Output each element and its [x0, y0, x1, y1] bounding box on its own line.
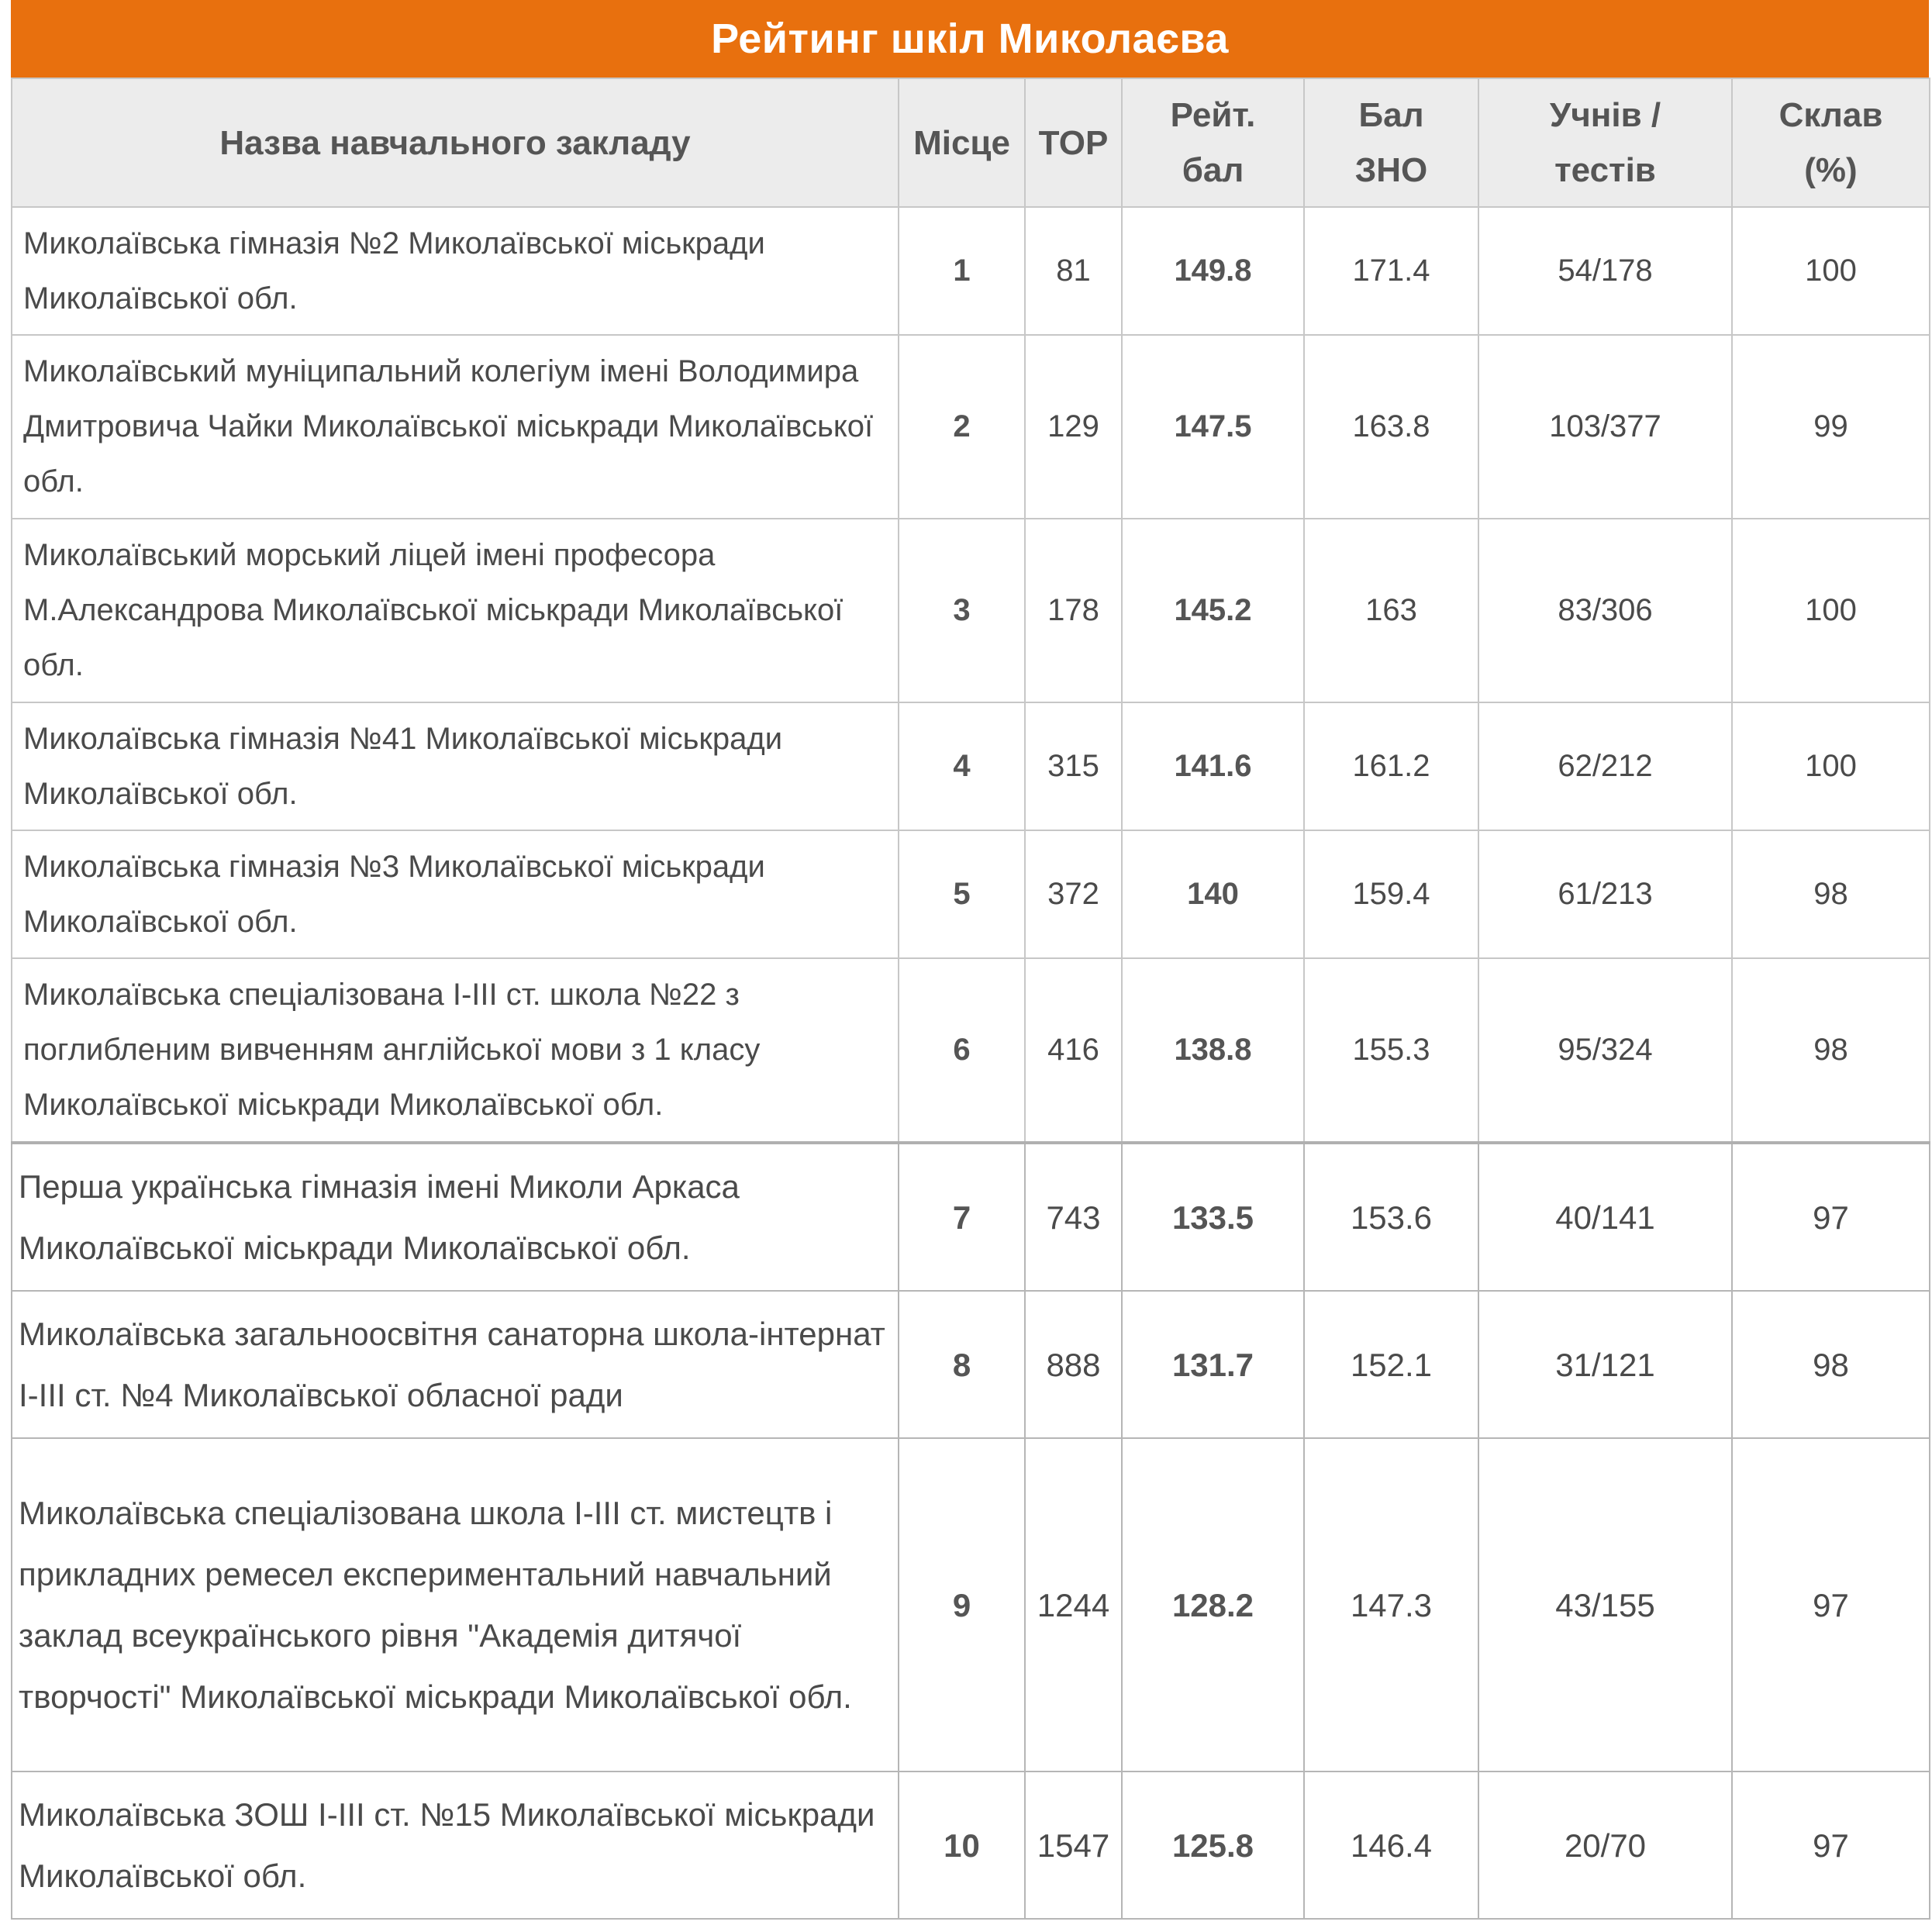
top-cell: 178 — [1025, 519, 1122, 702]
top-cell: 315 — [1025, 702, 1122, 830]
rating-cell: 131.7 — [1122, 1291, 1304, 1438]
top-cell: 129 — [1025, 335, 1122, 519]
place-cell: 3 — [899, 519, 1025, 702]
tests-cell: 83/306 — [1478, 519, 1732, 702]
completed-cell: 100 — [1732, 519, 1930, 702]
top-cell: 81 — [1025, 207, 1122, 335]
header-rating: Рейт. бал — [1122, 78, 1304, 207]
header-place: Місце — [899, 78, 1025, 207]
place-cell: 1 — [899, 207, 1025, 335]
school-name: Миколаївська спеціалізована школа І-ІІІ ст. мистецтв і прикладних ремесел експериментальний навчальний заклад всеукраїнського рівня "Академія дитячої творчості" Миколаївської міськради Миколаївської обл. — [12, 1438, 899, 1771]
top-cell: 1547 — [1025, 1771, 1122, 1919]
rating-cell: 147.5 — [1122, 335, 1304, 519]
tests-cell: 54/178 — [1478, 207, 1732, 335]
completed-cell: 97 — [1732, 1143, 1930, 1291]
school-name: Миколаївська гімназія №2 Миколаївської міськради Миколаївської обл. — [12, 207, 899, 335]
place-cell: 9 — [899, 1438, 1025, 1771]
completed-cell: 100 — [1732, 702, 1930, 830]
table-row — [12, 1438, 1930, 1771]
tests-cell: 20/70 — [1478, 1771, 1732, 1919]
place-cell: 4 — [899, 702, 1025, 830]
school-name: Миколаївська загальноосвітня санаторна школа-інтернат І-ІІІ ст. №4 Миколаївської обласної ради — [12, 1291, 899, 1438]
tests-cell: 40/141 — [1478, 1143, 1732, 1291]
top-cell: 372 — [1025, 830, 1122, 958]
rating-cell: 125.8 — [1122, 1771, 1304, 1919]
place-cell: 5 — [899, 830, 1025, 958]
top-cell: 743 — [1025, 1143, 1122, 1291]
tests-cell: 43/155 — [1478, 1438, 1732, 1771]
rating-cell: 128.2 — [1122, 1438, 1304, 1771]
zno-cell: 163 — [1304, 519, 1478, 702]
table-row — [12, 702, 1930, 830]
ranking-widget — [11, 0, 1929, 1920]
zno-cell: 146.4 — [1304, 1771, 1478, 1919]
completed-cell: 98 — [1732, 1291, 1930, 1438]
top-cell: 1244 — [1025, 1438, 1122, 1771]
table-title: Рейтинг шкіл Миколаєва — [11, 0, 1929, 78]
header-tests: Учнів / тестів — [1478, 78, 1732, 207]
tests-cell: 62/212 — [1478, 702, 1732, 830]
ranking-table — [11, 78, 1930, 1920]
header-row — [12, 78, 1930, 207]
table-row — [12, 1143, 1930, 1291]
tests-cell: 31/121 — [1478, 1291, 1732, 1438]
place-cell: 7 — [899, 1143, 1025, 1291]
school-name: Миколаївська ЗОШ І-ІІІ ст. №15 Миколаївської міськради Миколаївської обл. — [12, 1771, 899, 1919]
rating-cell: 149.8 — [1122, 207, 1304, 335]
rating-cell: 133.5 — [1122, 1143, 1304, 1291]
zno-cell: 159.4 — [1304, 830, 1478, 958]
zno-cell: 153.6 — [1304, 1143, 1478, 1291]
place-cell: 10 — [899, 1771, 1025, 1919]
table-row — [12, 958, 1930, 1143]
tests-cell: 95/324 — [1478, 958, 1732, 1143]
tests-cell: 103/377 — [1478, 335, 1732, 519]
completed-cell: 97 — [1732, 1438, 1930, 1771]
place-cell: 8 — [899, 1291, 1025, 1438]
zno-cell: 161.2 — [1304, 702, 1478, 830]
table-row — [12, 207, 1930, 335]
top-cell: 416 — [1025, 958, 1122, 1143]
place-cell: 2 — [899, 335, 1025, 519]
school-name: Миколаївська спеціалізована І-ІІІ ст. школа №22 з поглибленим вивченням англійської мови з 1 класу Миколаївської міськради Миколаївської обл. — [12, 958, 899, 1143]
table-row — [12, 335, 1930, 519]
rating-cell: 138.8 — [1122, 958, 1304, 1143]
table-row — [12, 1771, 1930, 1919]
completed-cell: 97 — [1732, 1771, 1930, 1919]
zno-cell: 163.8 — [1304, 335, 1478, 519]
header-completed: Склав (%) — [1732, 78, 1930, 207]
rating-cell: 145.2 — [1122, 519, 1304, 702]
header-top: TOP — [1025, 78, 1122, 207]
school-name: Миколаївський муніципальний колегіум імені Володимира Дмитровича Чайки Миколаївської міськради Миколаївської обл. — [12, 335, 899, 519]
completed-cell: 100 — [1732, 207, 1930, 335]
completed-cell: 99 — [1732, 335, 1930, 519]
completed-cell: 98 — [1732, 830, 1930, 958]
zno-cell: 155.3 — [1304, 958, 1478, 1143]
zno-cell: 147.3 — [1304, 1438, 1478, 1771]
school-name: Перша українська гімназія імені Миколи Аркаса Миколаївської міськради Миколаївської обл. — [12, 1143, 899, 1291]
table-row — [12, 1291, 1930, 1438]
table-row — [12, 830, 1930, 958]
rating-cell: 141.6 — [1122, 702, 1304, 830]
completed-cell: 98 — [1732, 958, 1930, 1143]
school-name: Миколаївський морський ліцей імені професора М.Александрова Миколаївської міськради Миколаївської обл. — [12, 519, 899, 702]
rating-cell: 140 — [1122, 830, 1304, 958]
zno-cell: 152.1 — [1304, 1291, 1478, 1438]
header-zno: Бал ЗНО — [1304, 78, 1478, 207]
school-name: Миколаївська гімназія №3 Миколаївської міськради Миколаївської обл. — [12, 830, 899, 958]
zno-cell: 171.4 — [1304, 207, 1478, 335]
place-cell: 6 — [899, 958, 1025, 1143]
table-row — [12, 519, 1930, 702]
header-name: Назва навчального закладу — [12, 78, 899, 207]
school-name: Миколаївська гімназія №41 Миколаївської міськради Миколаївської обл. — [12, 702, 899, 830]
tests-cell: 61/213 — [1478, 830, 1732, 958]
top-cell: 888 — [1025, 1291, 1122, 1438]
